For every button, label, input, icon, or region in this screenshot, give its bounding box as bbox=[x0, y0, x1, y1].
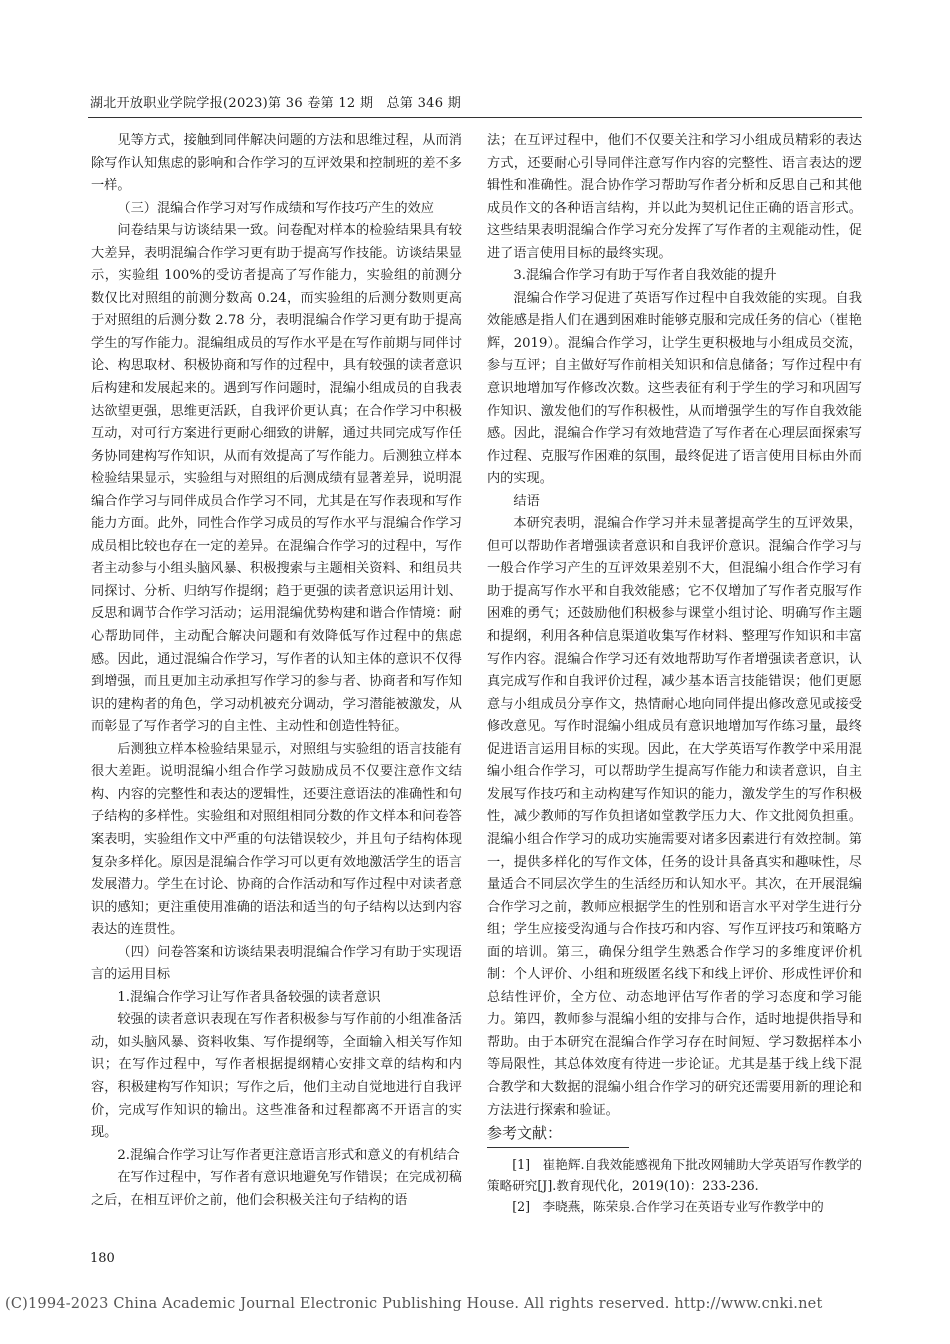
paragraph: 法；在互评过程中，他们不仅要关注和学习小组成员精彩的表达方式，还要耐心引导同伴注意写作内容的完整性、语言表达的逻辑性和准确性。混合协作学习帮助写作者分析和反思自己和其他成员作文的各种语言结构，并以此为契机记住正确的语言形式。这些结果表明混编合作学习充分发挥了写作者的主观能动性，促进了语言使用目标的最终实现。 bbox=[487, 133, 862, 261]
header-divider bbox=[88, 117, 862, 118]
left-column bbox=[91, 130, 462, 1212]
subsection-heading: 1.混编合作学习让写作者具备较强的读者意识 bbox=[117, 989, 381, 1005]
references-title: 参考文献： bbox=[487, 1124, 563, 1143]
section-heading: （三）混编合作学习对写作成绩和写作技巧产生的效应 bbox=[117, 200, 434, 216]
paragraph: 本研究表明，混编合作学习并未显著提高学生的互评效果，但可以帮助作者增强读者意识和自我评价意识。混编合作学习与一般合作学习产生的互评效果差别不大，但混编小组合作学习有助于提高写作水平和自我效能感；它不仅增加了写作者克服写作困难的勇气；还鼓励他们积极参与课堂小组讨论、明确写作主题和提纲，利用各种信息渠道收集写作材料、整理写作知识和丰富写作内容。混编合作学习还有效地帮助写作者增强读者意识，认真完成写作和自我评价过程，减少基本语言技能错误；他们更愿意与小组成员分享作文，热情耐心地向同伴提出修改意见或接受修改意见。写作时混编小组成员有意识地增加写作练习量，最终促进语言运用目标的实现。因此，在大学英语写作教学中采用混编小组合作学习，可以帮助学生提高写作能力和读者意识，自主发展写作技巧和主动构建写作知识的能力，激发学生的写作积极性，减少教师的写作负担诸如堂教学压力大、作文批阅负担重。混编小组合作学习的成功实施需要对诸多因素进行有效控制。第一，提供多样化的写作文体，任务的设计具备真实和趣味性，尽量适合不同层次学生的生活经历和认知水平。其次，在开展混编合作学习之前，教师应根据学生的性别和语言水平对学生进行分组；学生应接受沟通与合作技巧和内容、写作互评技巧和策略方面的培训。第三，确保分组学生熟悉合作学习的多维度评价机制：个人评价、小组和班级匿名线下和线上评价、形成性评价和总结性评价，全方位、动态地评估写作者的学习态度和学习能力。第四，教师参与混编小组的安排与合作，适时地提供指导和帮助。由于本研究在混编合作学习存在时间短、学习数据样本小等局限性，其总体效度有待进一步论证。尤其是基于线上线下混合教学和大数据的混编小组合作学习的研究还需要用新的理论和方法进行探索和验证。 bbox=[487, 516, 862, 1118]
section-heading: （四）问卷答案和访谈结果表明混编合作学习有助于实现语言的运用目标 bbox=[91, 944, 462, 983]
paragraph: 后测独立样本检验结果显示，对照组与实验组的语言技能有很大差距。说明混编小组合作学习鼓励成员不仅要注意作文结构、内容的完整性和表达的逻辑性，还要注意语法的准确性和句子结构的多样性。实验组和对照组相同分数的作文样本和问卷答案表明，实验组作文中严重的句法错误较少，并且句子结构体现复杂多样化。原因是混编合作学习可以更有效地激活学生的语言发展潜力。学生在讨论、协商的合作活动和写作过程中对读者意识的感知；更注重使用准确的语法和适当的句子结构以达到内容表达的连贯性。 bbox=[91, 741, 462, 938]
paragraph: 混编合作学习促进了英语写作过程中自我效能的实现。自我效能感是指人们在遇到困难时能够克服和完成任务的信心（崔艳辉，2019）。混编合作学习，让学生更积极地与小组成员交流，参与互评；自主做好写作前相关知识和信息储备；写作过程中有意识地增加写作修改次数。这些表征有利于学生的学习和巩固写作知识、激发他们的写作积极性，从而增强学生的写作自我效能感。因此，混编合作学习有效地营造了写作者在心理层面探索写作过程、克服写作困难的氛围，最终促进了语言使用目标由外而内的实现。 bbox=[487, 290, 862, 487]
page-number: 180 bbox=[90, 1251, 115, 1266]
paragraph: 问卷结果与访谈结果一致。问卷配对样本的检验结果具有较大差异，表明混编合作学习更有助于提高写作技能。访谈结果显示，实验组 100%的受访者提高了写作能力，实验组的前测分数仅比对照组的前测分数高 0.24，而实验组的后测分数则更高于对照组的后测分数 2.78 分，表明混编合作学习更有助于提高学生的写作能力。混编组成员的写作水平是在写作前期与同伴讨论、构思取材、积极协商和写作的过程中，具有较强的读者意识后构建和发展起来的。遇到写作问题时，混编小组成员的自我表达欲望更强，思维更活跃，自我评价更认真；在合作学习中积极互动，对可行方案进行更耐心细致的讲解，通过共同完成写作任务协同建构写作知识，从而有效提高了写作能力。后测独立样本检验结果显示，实验组与对照组的后测成绩有显著差异，说明混编合作学习与同伴成员合作学习不同，尤其是在写作表现和写作能力方面。此外，同性合作学习成员的写作水平与混编合作学习成员相比较也存在一定的差异。在混编合作学习的过程中，写作者主动参与小组头脑风暴、积极搜索与主题相关资料、和组员共同探讨、分析、归纳写作提纲；趋于更强的读者意识运用计划、反思和调节合作学习活动；运用混编优势构建和谐合作情境：耐心帮助同伴，主动配合解决问题和有效降低写作过程中的焦虑感。因此，通过混编合作学习，写作者的认知主体的意识不仅得到增强，而且更加主动承担写作学习的参与者、协商者和写作知识的建构者的角色，学习动机被充分调动，学习潜能被激发，从而彰显了写作者学习的自主性、主动性和创造性特征。 bbox=[91, 223, 462, 735]
paragraph: 见等方式，接触到同伴解决问题的方法和思维过程，从而消除写作认知焦虑的影响和合作学习的互评效果和控制班的差不多一样。 bbox=[91, 133, 462, 194]
references-divider bbox=[487, 1147, 629, 1148]
paragraph: 在写作过程中，写作者有意识地避免写作错误；在完成初稿之后，在相互评价之前，他们会积极关注句子结构的语 bbox=[91, 1170, 462, 1208]
reference-item: [2] 李晓燕，陈荣泉.合作学习在英语专业写作教学中的 bbox=[512, 1198, 824, 1214]
reference-item: [1] 崔艳辉.自我效能感视角下批改网辅助大学英语写作教学的策略研究[J].教育现代化，2019(10)：233-236. bbox=[487, 1156, 862, 1193]
journal-header: 湖北开放职业学院学报(2023)第 36 卷第 12 期 总第 346 期 bbox=[90, 96, 462, 111]
right-column bbox=[487, 130, 862, 1217]
paragraph: 较强的读者意识表现在写作者积极参与写作前的小组准备活动，如头脑风暴、资料收集、写作提纲等，全面输入相关写作知识；在写作过程中，写作者根据提纲精心安排文章的结构和内容，积极建构写作知识；写作之后，他们主动自觉地进行自我评价，完成写作知识的输出。这些准备和过程都离不开语言的实现。 bbox=[91, 1012, 462, 1141]
subsection-heading: 2.混编合作学习让写作者更注意语言形式和意义的有机结合 bbox=[117, 1147, 460, 1163]
copyright-footer: (C)1994-2023 China Academic Journal Electronic Publishing House. All rights reserved. http://www.cnki.net bbox=[5, 1296, 823, 1312]
subsection-heading: 3.混编合作学习有助于写作者自我效能的提升 bbox=[513, 268, 777, 284]
section-heading: 结语 bbox=[513, 493, 540, 509]
